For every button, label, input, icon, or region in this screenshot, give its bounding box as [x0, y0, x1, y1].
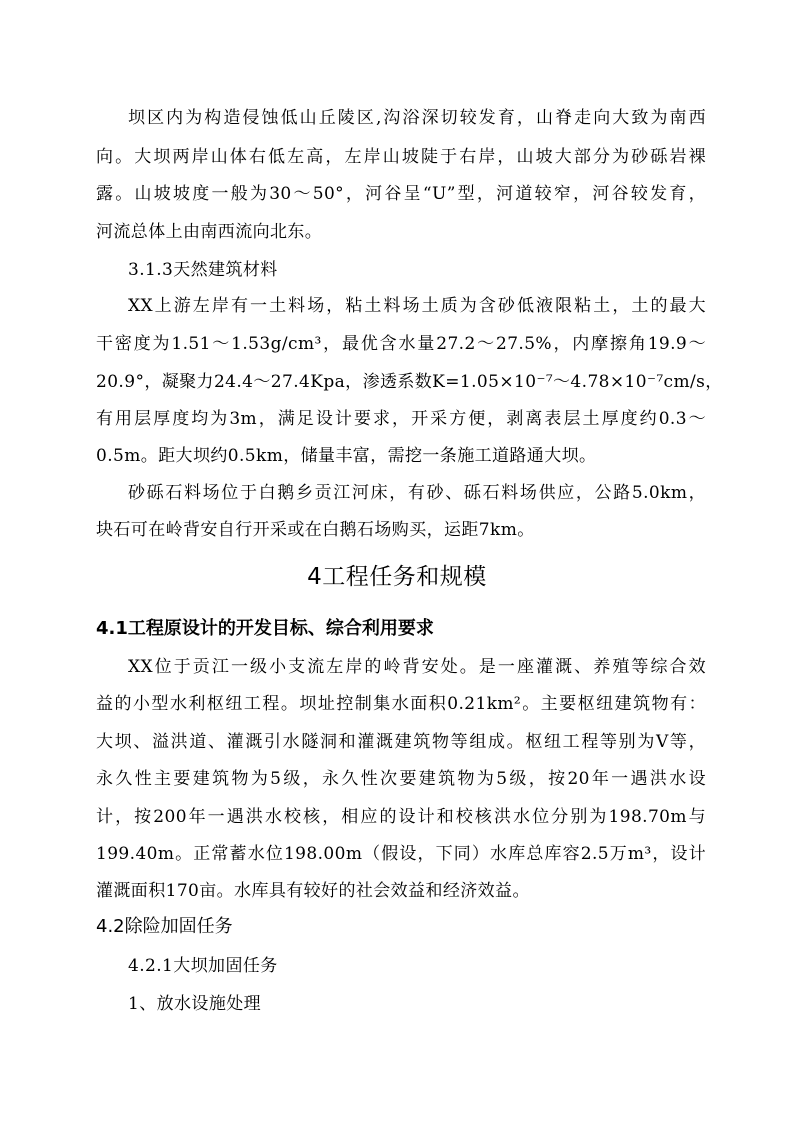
materials-line-4: 有用层厚度均为3m，满足设计要求，开采方便，剥离表层土厚度约0.3～ — [96, 409, 706, 429]
heading-4-2-1: 4.2.1大坝加固任务 — [128, 956, 278, 976]
materials-line-1: XX上游左岸有一土料场，粘土料场土质为含砂低液限粘土，土的最大 — [128, 296, 706, 316]
materials-line-3: 20.9°，凝聚力24.4～27.4Kpa，渗透系数K=1.05×10⁻⁷～4.78×10⁻⁷cm/s， — [96, 372, 723, 392]
subheading-3-1-3: 3.1.3天然建筑材料 — [128, 260, 278, 280]
list-item-1: 1、放水设施处理 — [128, 994, 262, 1014]
terrain-line-2: 向。大坝两岸山体右低左高，左岸山坡陡于右岸，山坡大部分为砂砾岩裸 — [96, 147, 706, 167]
gravel-line-2: 块石可在岭背安自行开采或在白鹅石场购买，运距7km。 — [96, 520, 535, 540]
para-41-line-3: 大坝、溢洪道、灌溉引水隧洞和灌溉建筑物等组成。枢纽工程等别为Ⅴ等， — [96, 732, 706, 752]
section-4-title: 4工程任务和规模 — [307, 564, 487, 590]
para-41-line-2: 益的小型水利枢纽工程。坝址控制集水面积0.21km²。主要枢纽建筑物有： — [96, 694, 706, 714]
terrain-line-3: 露。山坡坡度一般为30～50°，河谷呈“U”型，河道较窄，河谷较发育， — [96, 184, 706, 204]
terrain-line-1: 坝区内为构造侵蚀低山丘陵区,沟浴深切较发育，山脊走向大致为南西 — [128, 108, 706, 128]
gravel-line-1: 砂砾石料场位于白鹅乡贡江河床，有砂、砾石料场供应，公路5.0km， — [128, 483, 706, 503]
materials-line-2: 干密度为1.51～1.53g/cm³，最优含水量27.2～27.5%，内摩擦角19.9～ — [96, 334, 706, 354]
para-41-line-7: 灌溉面积170亩。水库具有较好的社会效益和经济效益。 — [96, 881, 530, 901]
materials-line-5: 0.5m。距大坝约0.5km，储量丰富，需挖一条施工道路通大坝。 — [96, 446, 597, 466]
terrain-line-4: 河流总体上由南西流向北东。 — [96, 222, 323, 242]
para-41-line-5: 计，按200年一遇洪水校核，相应的设计和校核洪水位分别为198.70m与 — [96, 807, 706, 827]
heading-4-2: 4.2除险加固任务 — [96, 916, 233, 937]
para-41-line-1: XX位于贡江一级小支流左岸的岭背安处。是一座灌溉、养殖等综合效 — [128, 657, 706, 677]
para-41-line-6: 199.40m。正常蓄水位198.00m（假设，下同）水库总库容2.5万m³，设计 — [96, 844, 706, 864]
para-41-line-4: 永久性主要建筑物为5级，永久性次要建筑物为5级，按20年一遇洪水设 — [96, 769, 706, 789]
heading-4-1: 4.1工程原设计的开发目标、综合利用要求 — [96, 618, 434, 639]
